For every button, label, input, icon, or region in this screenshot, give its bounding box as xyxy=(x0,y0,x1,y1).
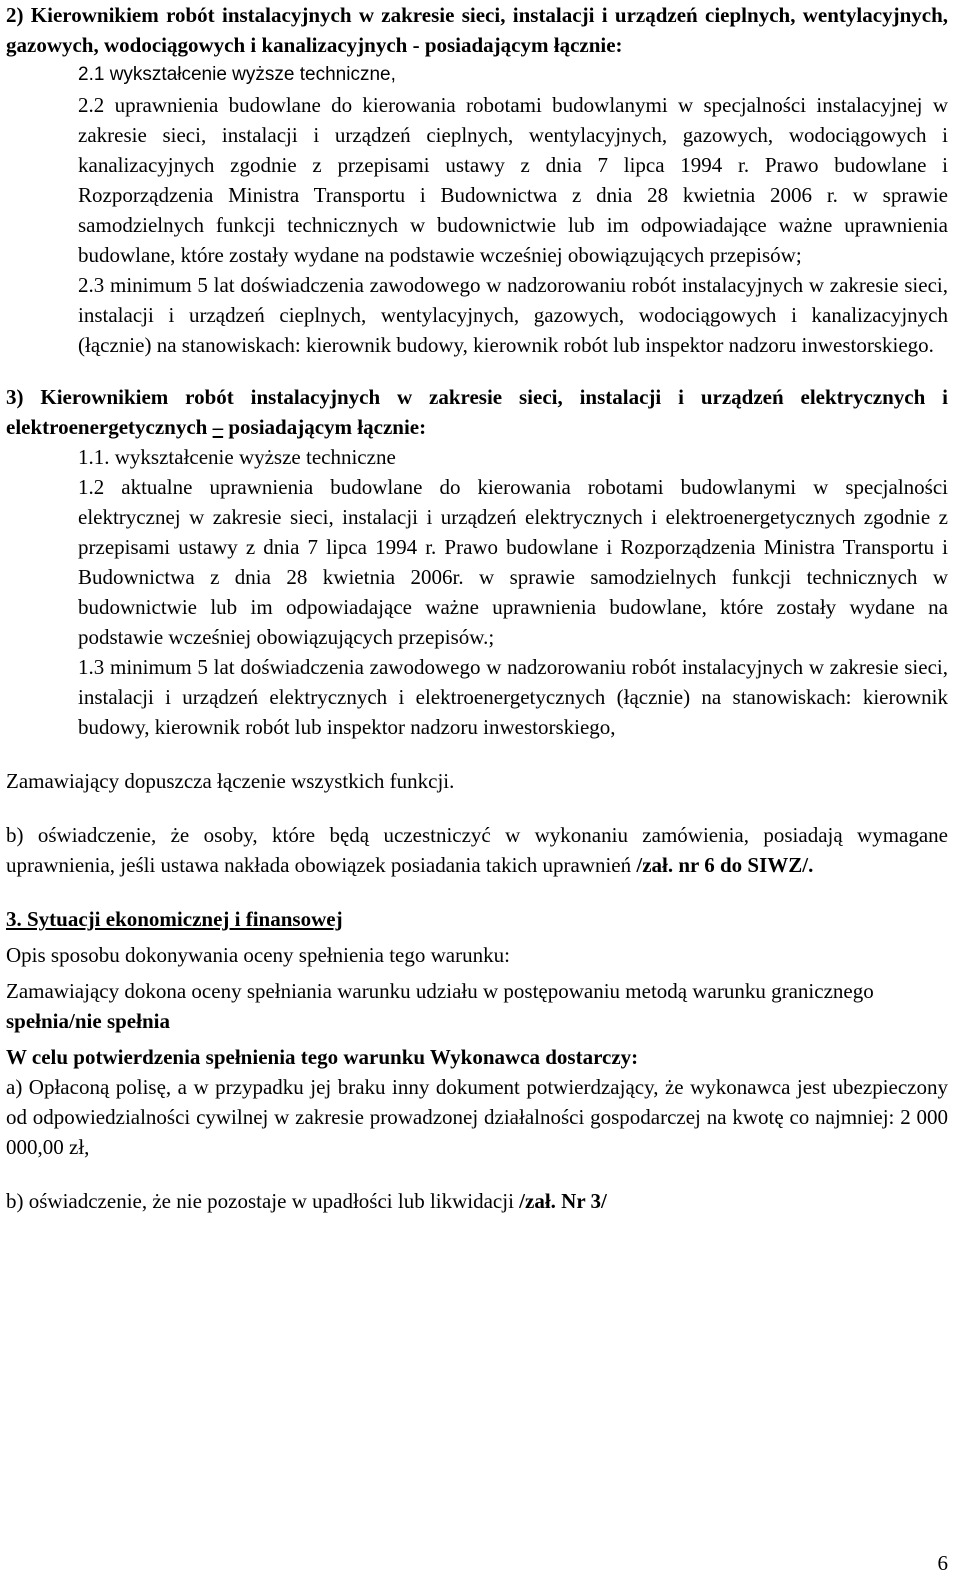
economic-section-heading: 3. Sytuacji ekonomicznej i finansowej xyxy=(6,907,343,931)
section2-item-3: 2.3 minimum 5 lat doświadczenia zawodowego w nadzorowaniu robót instalacyjnych w zakresie sieci, instalacji i urządzeń cieplnych, wentylacyjnych, gazowych, wodociągowych i kanalizacyjnych (łącznie) na stanowiskach: kierownik budowy, kierownik robót lub inspektor nadzoru inwestorskiego. xyxy=(78,273,948,357)
assessment-description-label: Opis sposobu dokonywania oceny spełnienia tego warunku: xyxy=(6,943,510,967)
section2-item-2: 2.2 uprawnienia budowlane do kierowania robotami budowlanymi w specjalności instalacyjnej w zakresie sieci, instalacji i urządzeń cieplnych, wentylacyjnych, gazowych, wodociągowych i kanalizacyjnych zgodnie z przepisami ustawy z dnia 7 lipca 1994 r. Prawo budowlane i Rozporządzenia Ministra Transportu i Budownictwa z dnia 28 kwietnia 2006 r. w sprawie samodzielnych funkcji technicznych w budownictwie lub im odpowiadające ważne uprawnienia budowlane, które zostały wydane na podstawie wcześniej obowiązujących przepisów; xyxy=(78,93,948,267)
confirmation-heading: W celu potwierdzenia spełnienia tego warunku Wykonawca dostarczy: xyxy=(6,1045,639,1069)
section3-heading-part1: 3) Kierownikiem robót instalacyjnych w zakresie sieci, instalacji i urządzeń elektrycznych i elektroenergetycznych xyxy=(6,385,948,439)
section3-heading-part2: posiadającym łącznie: xyxy=(223,415,427,439)
document-page xyxy=(6,0,948,1216)
section2-item-1: 2.1 wykształcenie wyższe techniczne, xyxy=(78,64,396,85)
assessment-method-result: spełnia/nie spełnia xyxy=(6,1009,170,1033)
section2-heading: 2) Kierownikiem robót instalacyjnych w zakresie sieci, instalacji i urządzeń cieplnych, wentylacyjnych, gazowych, wodociągowych i kanalizacyjnych - posiadającym łącznie: xyxy=(6,3,948,57)
item-a-policy: a) Opłaconą polisę, a w przypadku jej braku inny dokument potwierdzający, że wykonawca jest ubezpieczony od odpowiedzialności cywilnej w zakresie prowadzonej działalności gospodarczej na kwotę co najmniej: 2 000 000,00 zł, xyxy=(6,1075,948,1159)
item-b-declaration xyxy=(6,1186,948,1216)
item-b-text: b) oświadczenie, że nie pozostaje w upadłości lub likwidacji xyxy=(6,1189,520,1213)
assessment-method-text: Zamawiający dokona oceny spełniania warunku udziału w postępowaniu metodą warunku granicznego xyxy=(6,979,874,1003)
page-number: 6 xyxy=(937,1551,948,1575)
statement-b-text: b) oświadczenie, że osoby, które będą uczestniczyć w wykonaniu zamówienia, posiadają wymagane uprawnienia, jeśli ustawa nakłada obowiązek posiadania takich uprawnień xyxy=(6,823,948,877)
statement-b xyxy=(6,820,948,880)
section3-item-2: 1.2 aktualne uprawnienia budowlane do kierowania robotami budowlanymi w specjalności elektrycznej w zakresie sieci, instalacji i urządzeń elektrycznych i elektroenergetycznych zgodnie z przepisami ustawy z dnia 7 lipca 1994 r. Prawo budowlane i Rozporządzenia Ministra Transportu i Budownictwa z dnia 28 kwietnia 2006r. w sprawie samodzielnych funkcji technicznych w budownictwie lub im odpowiadające ważne uprawnienia budowlane, które zostały wydane na podstawie wcześniej obowiązujących przepisów.; xyxy=(78,475,948,649)
section3-item-3: 1.3 minimum 5 lat doświadczenia zawodowego w nadzorowaniu robót instalacyjnych w zakresie sieci, instalacji i urządzeń elektrycznych i elektroenergetycznych (łącznie) na stanowiskach: kierownik budowy, kierownik robót lub inspektor nadzoru inwestorskiego, xyxy=(78,655,948,739)
section3-item-1: 1.1. wykształcenie wyższe techniczne xyxy=(78,445,396,469)
section3-heading xyxy=(6,382,948,442)
statement-b-ref: /zał. nr 6 do SIWZ/. xyxy=(636,853,814,877)
combine-functions-note: Zamawiający dopuszcza łączenie wszystkich funkcji. xyxy=(6,769,455,793)
section3-heading-dash: – xyxy=(212,415,224,439)
assessment-method xyxy=(6,976,948,1036)
item-b-ref: /zał. Nr 3/ xyxy=(519,1189,607,1213)
